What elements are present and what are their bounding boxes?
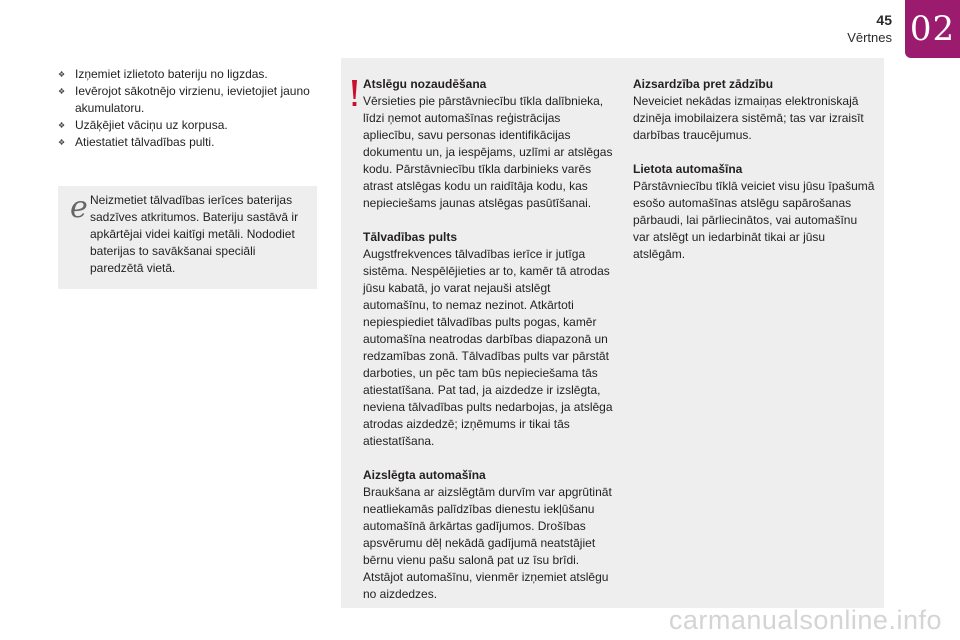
right-column — [633, 76, 875, 280]
lost-keys-block — [363, 76, 615, 212]
note-text: Neizmetiet tālvadības ierīces baterijas sadzīves atkritumos. Bateriju sastāvā ir apkārtējai videi kaitīgi metāli. Nododiet baterijas to savākšanai speciāli paredzētā vietā. — [90, 193, 299, 275]
remote-control-block — [363, 229, 615, 450]
exclamation-icon — [347, 80, 361, 108]
chapter-number: 02 — [909, 9, 956, 49]
block-text: Neveiciet nekādas izmaiņas elektroniskajā dzinēja imobilaizera sistēmā; tas var izraisīt darbības traucējumus. — [633, 94, 864, 142]
block-title: Aizslēgta automašīna — [363, 468, 486, 482]
locked-vehicle-block — [363, 467, 615, 603]
middle-column — [363, 76, 615, 620]
block-title: Tālvadības pults — [363, 230, 458, 244]
block-title: Aizsardzība pret zādzību — [633, 77, 774, 91]
info-panel — [341, 58, 884, 608]
block-text: Augstfrekvences tālvadības ierīce ir jutīga sistēma. Nespēlējieties ar to, kamēr tā atrodas jūsu kabatā, jo varat nejauši atslēgt automašīnu, to nemaz nezinot. Atkārtoti nepiespiediet tālvadības pults pogas, kamēr automašīna neatrodas darbības diapazonā un redzamības zonā. Tālvadības pults var pārstāt darboties, un pēc tam būs nepieciešama tās atiestatīšana. Pat tad, ja aizdedze ir izslēgta, neviena tālvadības pults nedarbojas, ja atslēga atrodas aizdedzē; izņēmums ir tikai tās atiestatīšana. — [363, 247, 613, 448]
step-item: ❖ Uzāķējiet vāciņu uz korpusa. — [58, 117, 320, 134]
step-item: ❖ Ievērojot sākotnējo virzienu, ievietojiet jauno akumulatoru. — [58, 83, 320, 117]
step-item: ❖ Izņemiet izlietoto bateriju no ligzdas. — [58, 66, 320, 83]
used-vehicle-block — [633, 161, 875, 263]
page-number: 45 — [876, 12, 892, 28]
watermark: carmanualsonline.info — [668, 605, 942, 635]
block-title: Lietota automašīna — [633, 162, 743, 176]
step-item: ❖ Atiestatiet tālvadības pulti. — [58, 134, 320, 151]
block-text: Braukšana ar aizslēgtām durvīm var apgrūtināt neatliekamās palīdzības dienestu iekļūšanu automašīnā ārkārtas gadījumos. Drošības apsvērumu dēļ nekādā gadījumā neatstājiet bērnu vienu pašu salonā pat uz īsu brīdi. Atstājot automašīnu, vienmēr izņemiet atslēgu no aizdedzes. — [363, 485, 612, 601]
chapter-tab — [905, 0, 960, 58]
environment-note — [58, 186, 317, 289]
block-title: Atslēgu nozaudēšana — [363, 77, 487, 91]
environment-icon: e — [70, 190, 88, 225]
block-text: Pārstāvniecību tīklā veiciet visu jūsu īpašumā esošo automašīnas atslēgu sapārošanas pārbaudi, lai pārliecinātos, vai automašīnu var atslēgt un iedarbināt tikai ar jūsu atslēgām. — [633, 179, 875, 261]
section-name: Vērtnes — [847, 30, 892, 45]
block-text: Vērsieties pie pārstāvniecību tīkla dalībnieka, līdzi ņemot automašīnas reģistrācijas apliecību, savu personas identifikācijas dokumentu un, ja iespējams, uzlīmi ar atslēgas kodu. Pārstāvniecību tīkla darbinieks varēs atrast atslēgas kodu un raidītāja kodu, kas nepieciešams jaunas atslēgas pasūtīšanai. — [363, 94, 613, 210]
steps-list — [58, 66, 320, 151]
anti-theft-block — [633, 76, 875, 144]
